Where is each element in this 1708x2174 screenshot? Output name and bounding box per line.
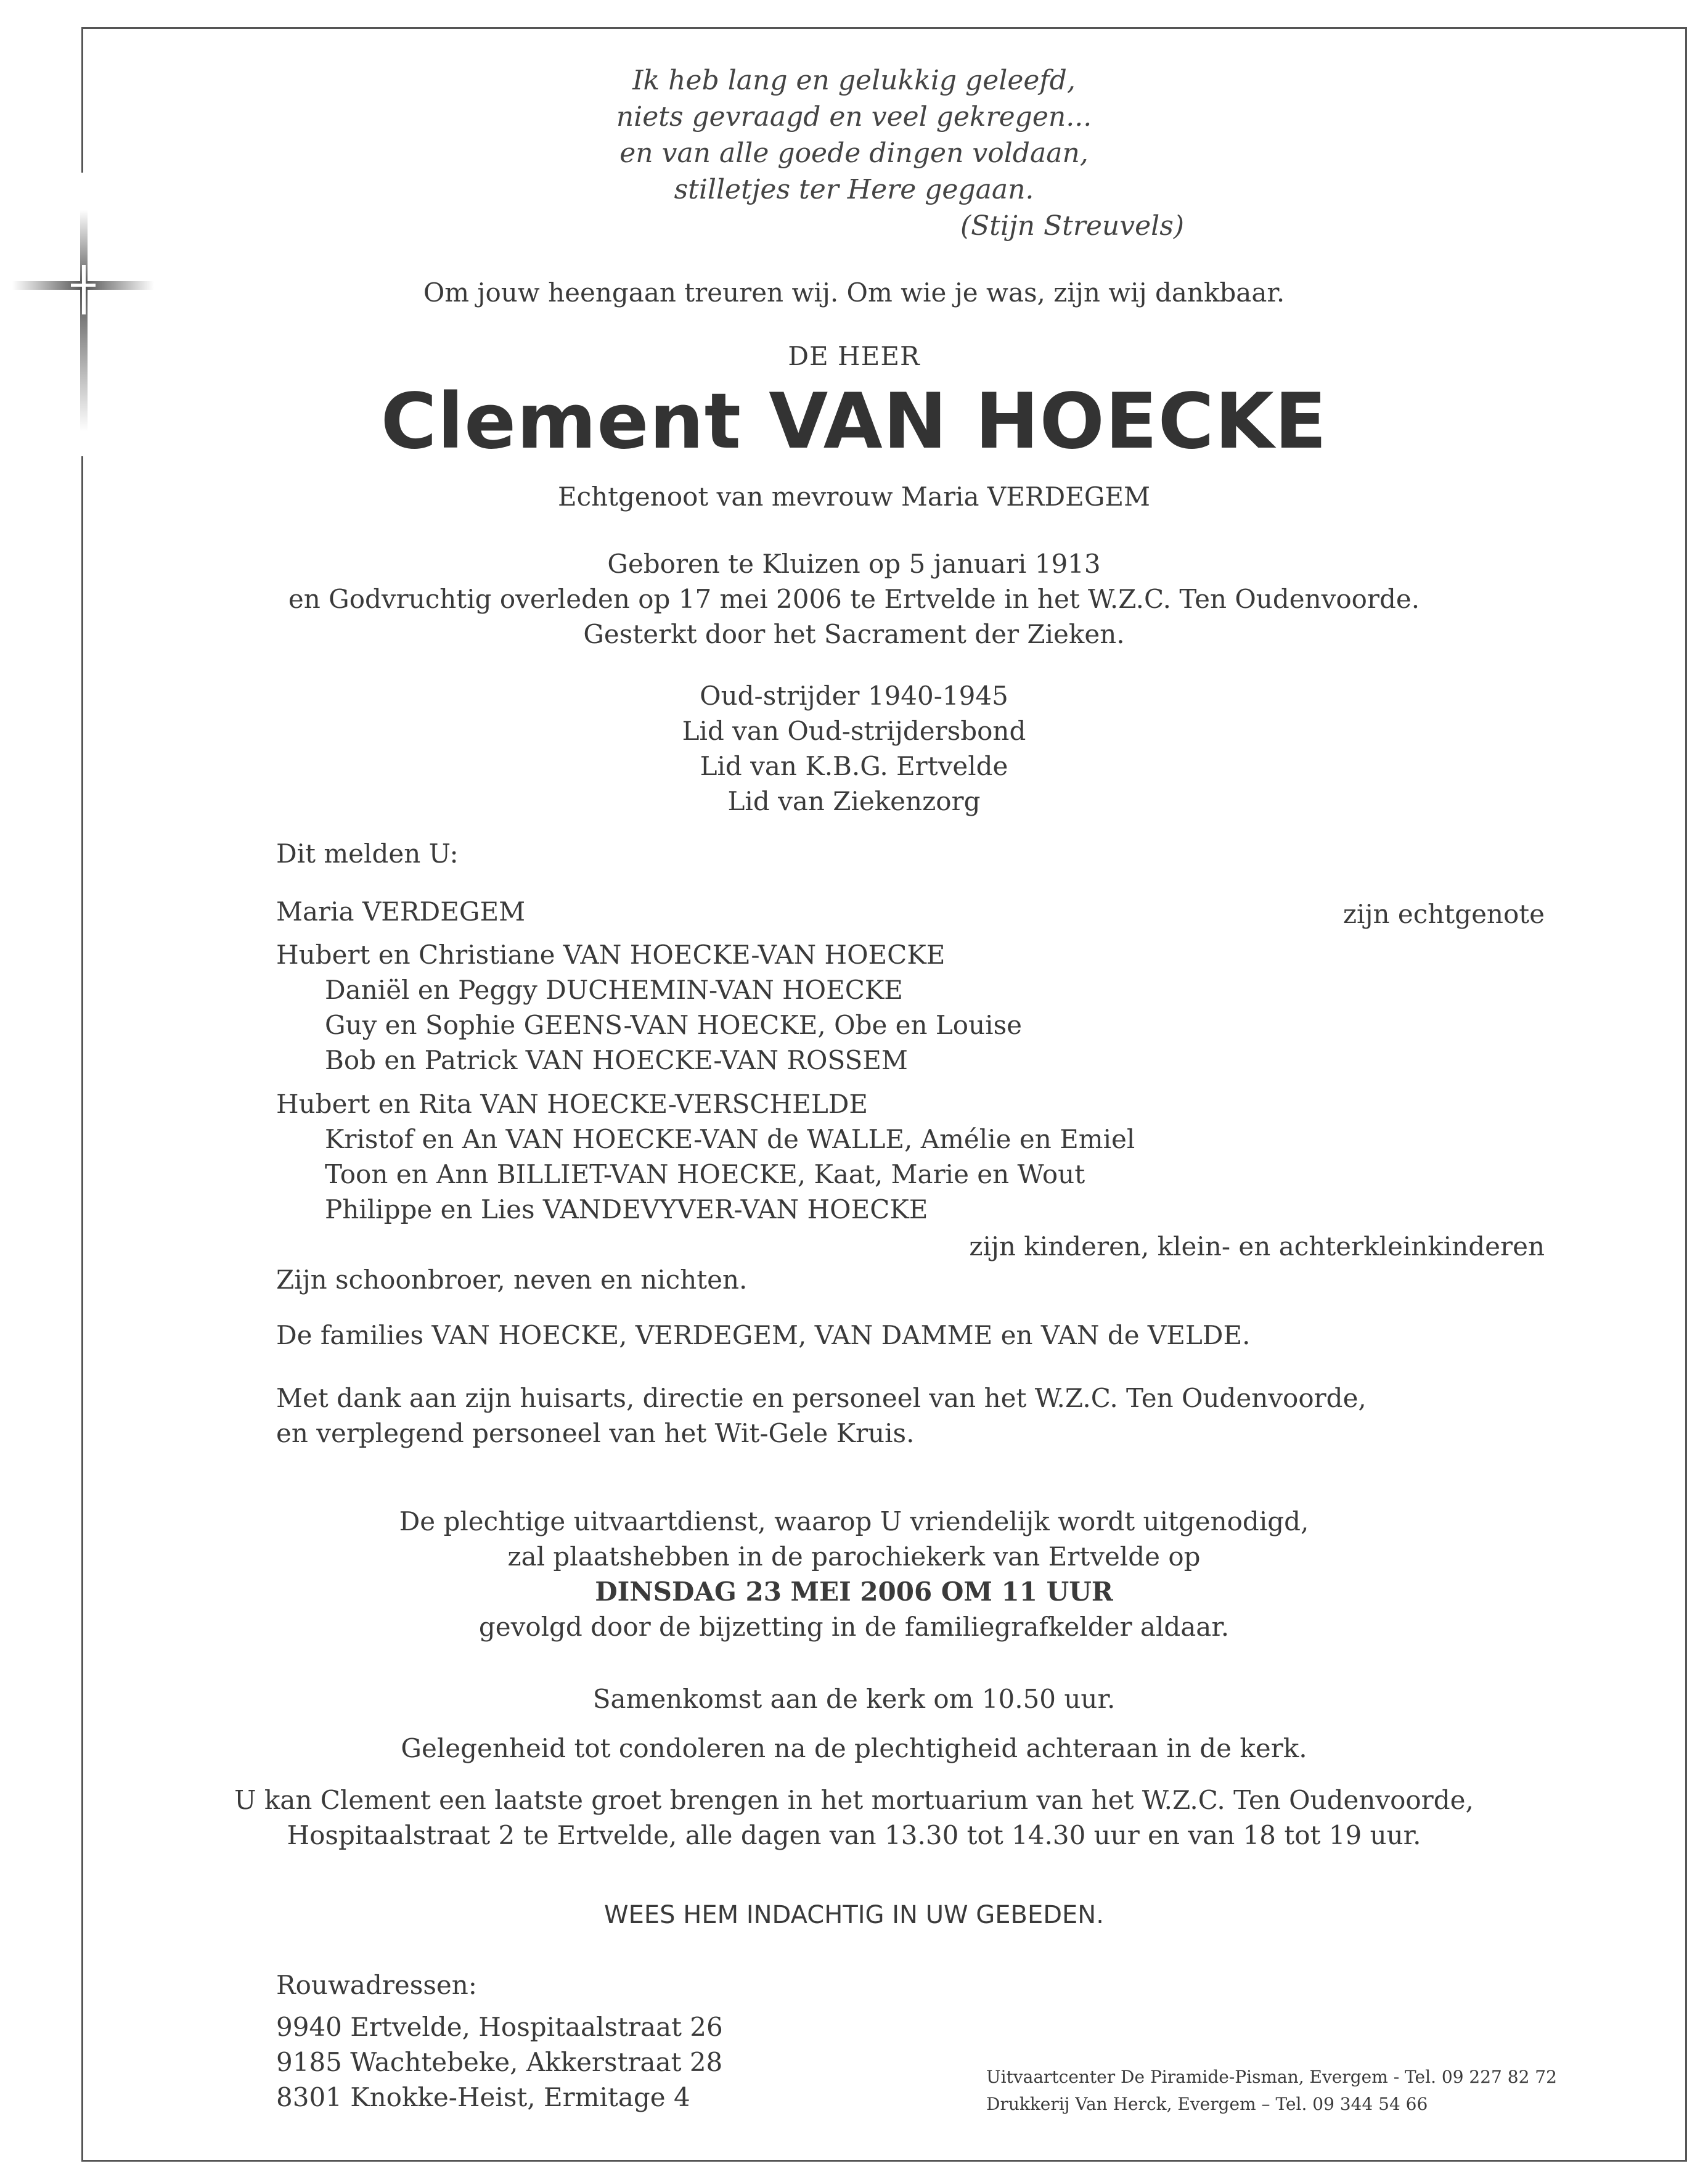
membership: Lid van Oud-strijdersbond [682, 716, 1026, 746]
family-head: Hubert en Christiane VAN HOECKE-VAN HOECKE [276, 940, 946, 970]
family-member: Bob en Patrick VAN HOECKE-VAN ROSSEM [325, 1045, 908, 1075]
credit-line: Drukkerij Van Herck, Evergem – Tel. 09 344 54 66 [986, 2094, 1428, 2114]
thanks-line: Met dank aan zijn huisarts, directie en personeel van het W.Z.C. Ten Oudenvoorde, [276, 1383, 1367, 1413]
funeral-line: zal plaatshebben in de parochiekerk van Ertvelde op [507, 1541, 1201, 1572]
honorific: DE HEER [788, 341, 920, 371]
closing: WEES HEM INDACHTIG IN UW GEBEDEN. [604, 1901, 1104, 1929]
addresses-label: Rouwadressen: [276, 1970, 477, 2000]
address: 9185 Wachtebeke, Akkerstraat 28 [276, 2047, 723, 2077]
membership: Lid van Ziekenzorg [727, 786, 981, 816]
membership: Oud-strijder 1940-1945 [700, 681, 1008, 711]
address: 8301 Knokke-Heist, Ermitage 4 [276, 2082, 690, 2112]
family-member: Daniël en Peggy DUCHEMIN-VAN HOECKE [325, 975, 903, 1005]
poem-line: stilletjes ter Here gegaan. [674, 174, 1034, 205]
announce: Dit melden U: [276, 839, 459, 869]
sacrament-line: Gesterkt door het Sacrament der Zieken. [583, 619, 1125, 649]
children-role: zijn kinderen, klein- en achterkleinkinderen [969, 1231, 1545, 1261]
family-member: Guy en Sophie GEENS-VAN HOECKE, Obe en Louise [325, 1010, 1022, 1040]
family-member: Philippe en Lies VANDEVYVER-VAN HOECKE [325, 1194, 928, 1224]
poem-line: niets gevraagd en veel gekregen... [616, 101, 1092, 133]
family-head: Hubert en Rita VAN HOECKE-VERSCHELDE [276, 1089, 868, 1119]
family-member: Kristof en An VAN HOECKE-VAN de WALLE, Amélie en Emiel [325, 1124, 1135, 1154]
deceased-name: Clement VAN HOECKE [380, 377, 1328, 466]
spouse-role: zijn echtgenote [1342, 899, 1545, 929]
funeral-line: De plechtige uitvaartdienst, waarop U vriendelijk wordt uitgenodigd, [399, 1506, 1309, 1536]
families: De families VAN HOECKE, VERDEGEM, VAN DAMME en VAN de VELDE. [276, 1320, 1251, 1350]
spouse-name: Maria VERDEGEM [276, 896, 526, 927]
membership: Lid van K.B.G. Ertvelde [700, 751, 1008, 781]
birth-line: Geboren te Kluizen op 5 januari 1913 [607, 549, 1101, 579]
thanks-line: en verplegend personeel van het Wit-Gele Kruis. [276, 1418, 915, 1448]
funeral-date: DINSDAG 23 MEI 2006 OM 11 UUR [595, 1577, 1113, 1607]
family-member: Toon en Ann BILLIET-VAN HOECKE, Kaat, Marie en Wout [325, 1159, 1085, 1189]
death-line: en Godvruchtig overleden op 17 mei 2006 te Ertvelde in het W.Z.C. Ten Oudenvoorde. [288, 584, 1420, 614]
poem-line: Ik heb lang en gelukkig geleefd, [632, 65, 1076, 96]
relatives: Zijn schoonbroer, neven en nichten. [276, 1265, 748, 1295]
motto: Om jouw heengaan treuren wij. Om wie je was, zijn wij dankbaar. [423, 277, 1285, 308]
credit-line: Uitvaartcenter De Piramide-Pisman, Evergem - Tel. 09 227 82 72 [986, 2067, 1557, 2087]
spouse-line: Echtgenoot van mevrouw Maria VERDEGEM [557, 482, 1151, 512]
farewell-line: Hospitaalstraat 2 te Ertvelde, alle dagen van 13.30 tot 14.30 uur en van 18 tot 19 uur. [287, 1820, 1421, 1850]
funeral-burial: gevolgd door de bijzetting in de familiegrafkelder aldaar. [478, 1612, 1230, 1642]
gathering: Samenkomst aan de kerk om 10.50 uur. [592, 1684, 1116, 1714]
farewell-line: U kan Clement een laatste groet brengen in het mortuarium van het W.Z.C. Ten Oudenvoorde, [234, 1785, 1474, 1815]
poem-line: en van alle goede dingen voldaan, [619, 137, 1089, 169]
condolence: Gelegenheid tot condoleren na de plechtigheid achteraan in de kerk. [401, 1733, 1307, 1763]
poem-author: (Stijn Streuvels) [960, 210, 1184, 242]
address: 9940 Ertvelde, Hospitaalstraat 26 [276, 2012, 723, 2042]
